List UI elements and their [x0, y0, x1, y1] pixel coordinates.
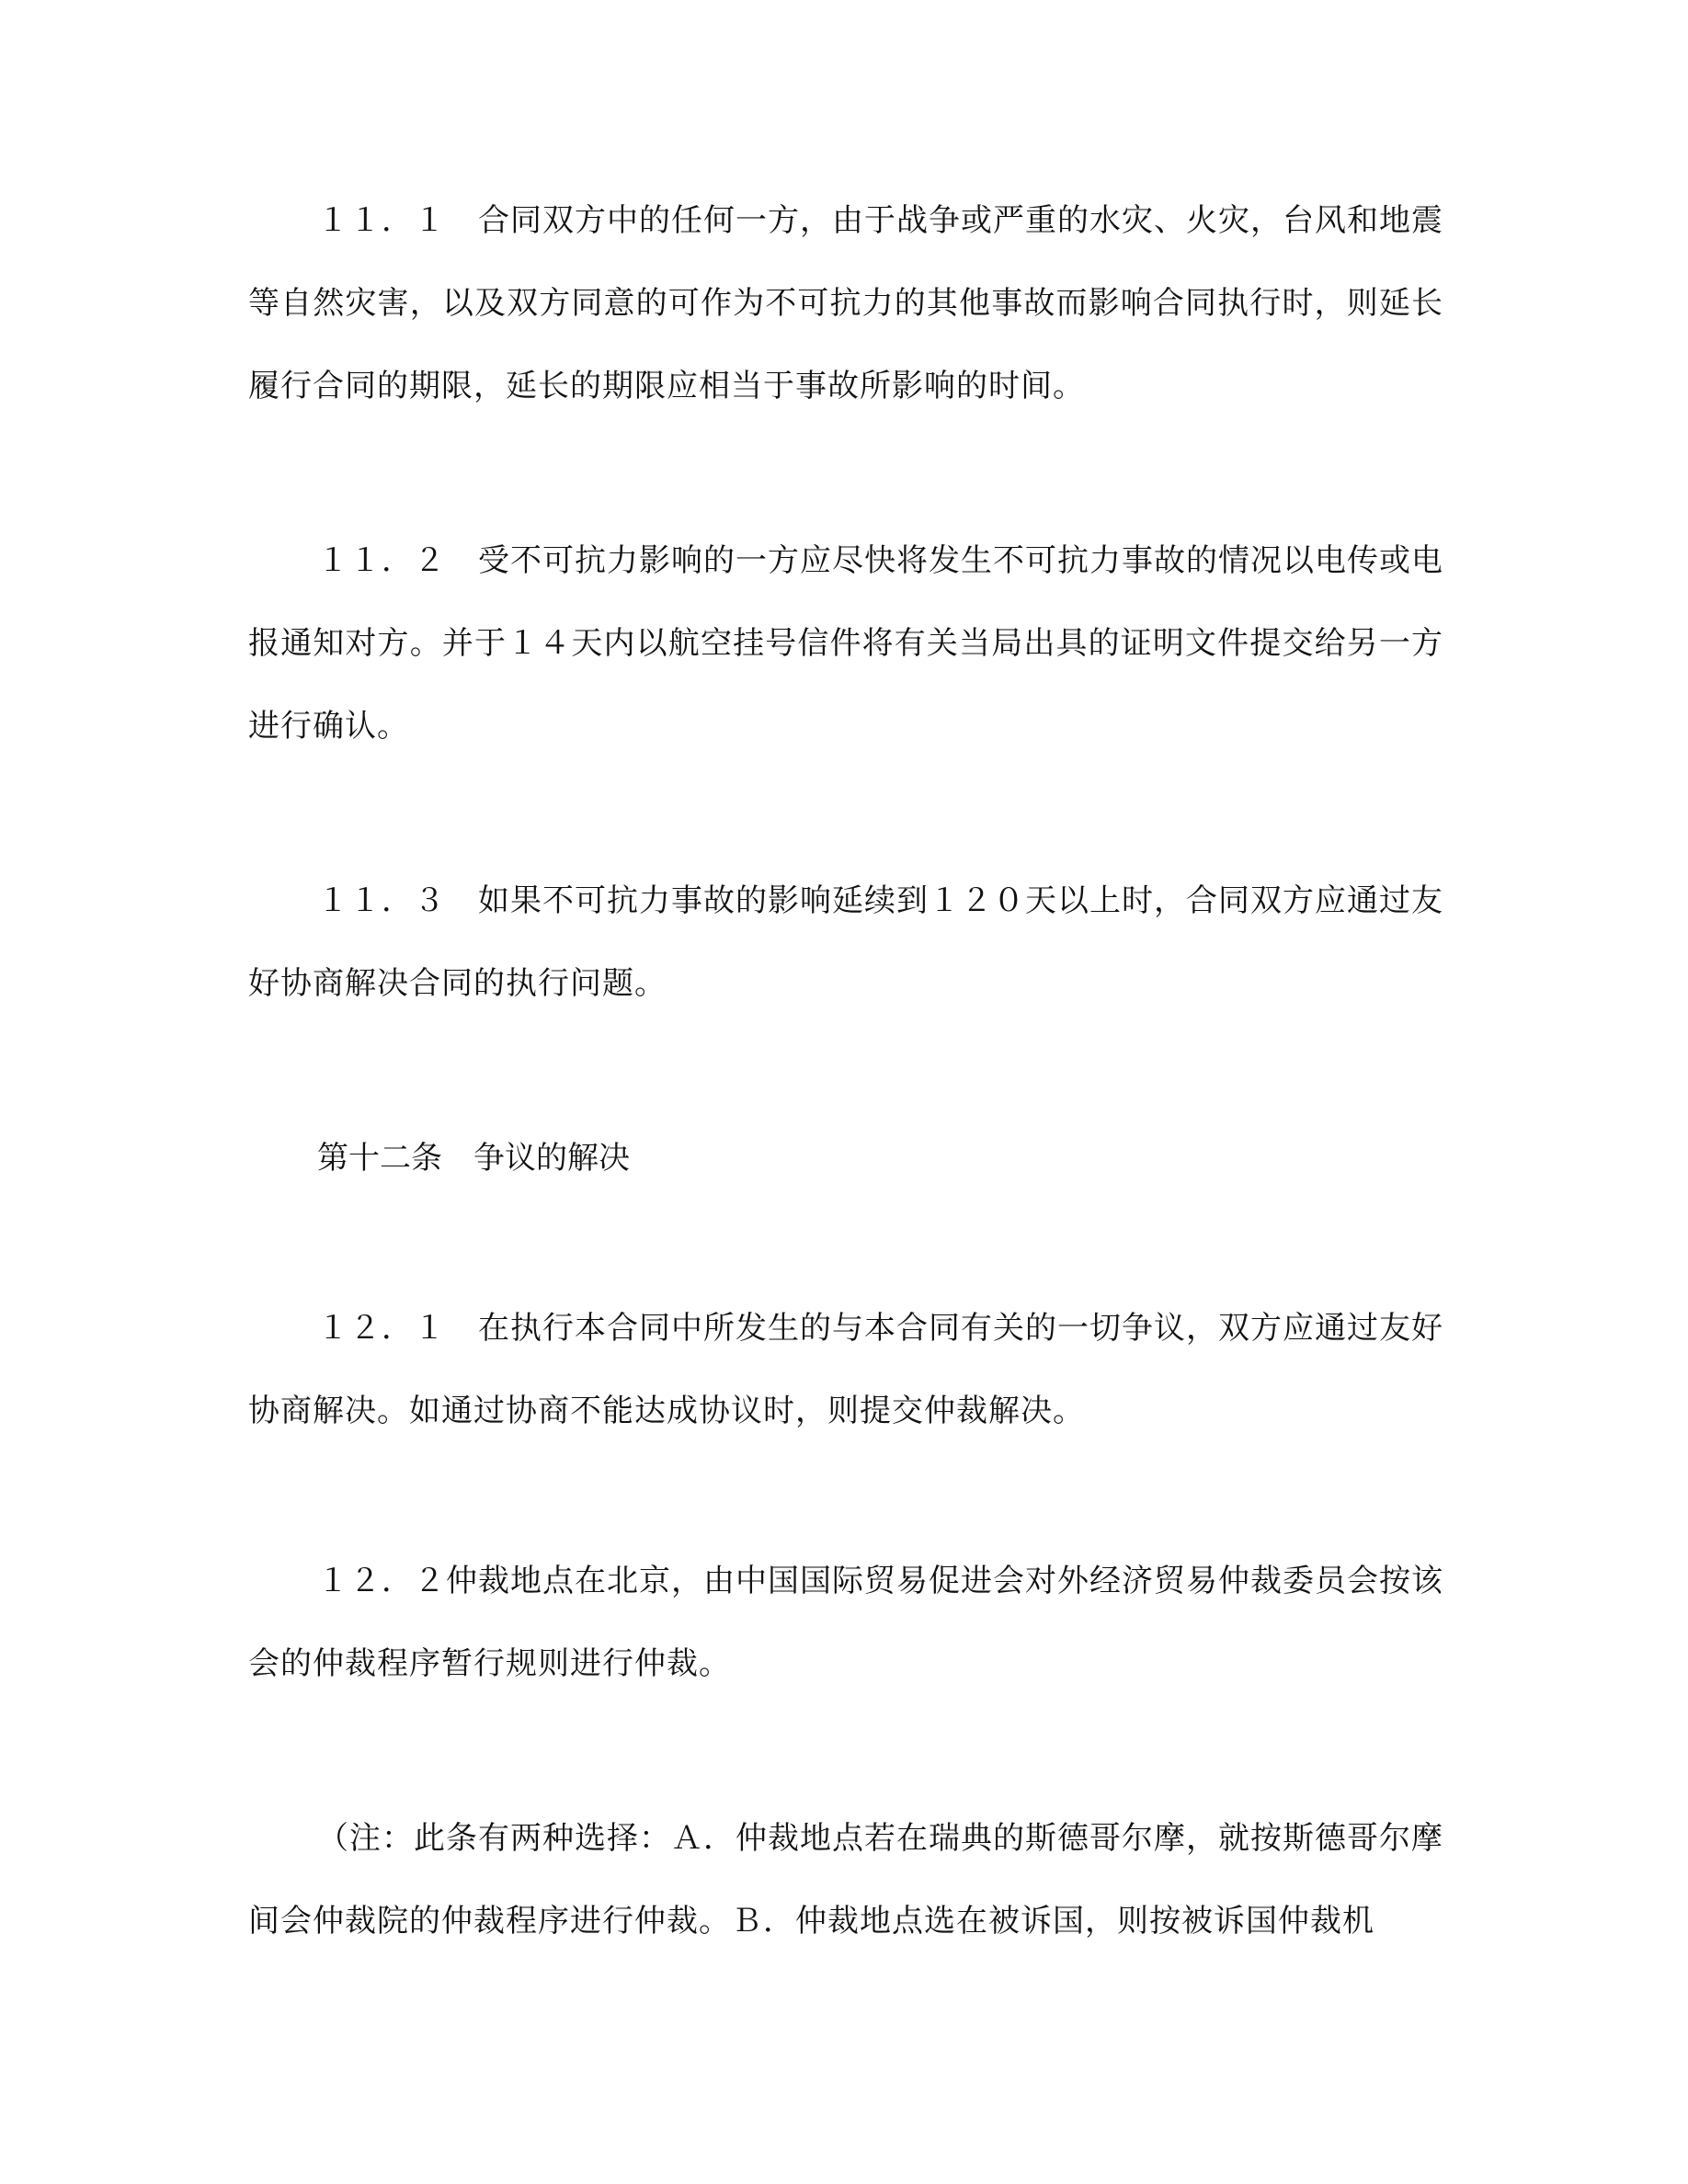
clause-11-1-paragraph: １１．１ 合同双方中的任何一方，由于战争或严重的水灾、火灾，台风和地震等自然灾害，以及双方同意的可作为不可抗力的其他事故而影响合同执行时，则延长履行合同的期限，延长的期限应相当于事故所影响的时间。: [248, 202, 1443, 404]
clause-12-2-paragraph: １２．２仲裁地点在北京，由中国国际贸易促进会对外经济贸易仲裁委员会按该会的仲裁程序暂行规则进行仲裁。: [248, 1563, 1443, 1682]
note-paragraph: （注：此条有两种选择：Ａ．仲裁地点若在瑞典的斯德哥尔摩，就按斯德哥尔摩间会仲裁院的仲裁程序进行仲裁。Ｂ．仲裁地点选在被诉国，则按被诉国仲裁机: [248, 1820, 1443, 1939]
clause-11-2-paragraph: １１．２ 受不可抗力影响的一方应尽快将发生不可抗力事故的情况以电传或电报通知对方。并于１４天内以航空挂号信件将有关当局出具的证明文件提交给另一方进行确认。: [248, 542, 1443, 745]
article-12-heading: 第十二条 争议的解决: [317, 1140, 630, 1177]
clause-12-1-paragraph: １２．１ 在执行本合同中所发生的与本合同有关的一切争议，双方应通过友好协商解决。如通过协商不能达成协议时，则提交仲裁解决。: [248, 1310, 1443, 1429]
clause-11-3-paragraph: １１．３ 如果不可抗力事故的影响延续到１２０天以上时，合同双方应通过友好协商解决合同的执行问题。: [248, 882, 1443, 1002]
